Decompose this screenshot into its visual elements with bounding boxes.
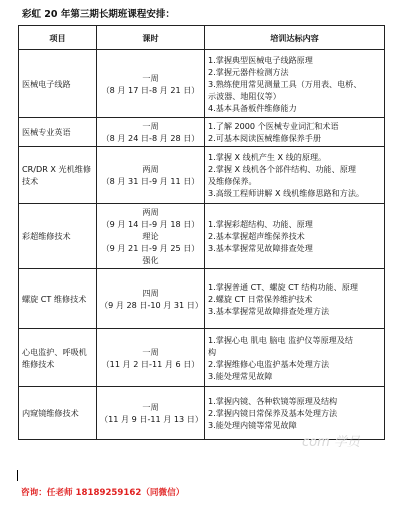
project-cell: 心电监护、呼吸机维修技术 bbox=[19, 329, 97, 387]
content-line: 示波器、地阻仪等） bbox=[208, 90, 281, 101]
content-line: 1.掌握典型医械电子线路原理 bbox=[208, 54, 313, 65]
project-cell: 彩超维修技术 bbox=[19, 204, 97, 269]
content-line: 3.高级工程师讲解 X 线机维修思路和方法。 bbox=[208, 188, 365, 198]
duration-cell bbox=[97, 329, 205, 387]
header-duration: 课时 bbox=[97, 26, 205, 50]
duration-cell bbox=[97, 387, 205, 440]
duration-line: （9 月 28 日-10 月 31 日） bbox=[100, 299, 203, 310]
project-cell: 螺旋 CT 维修技术 bbox=[19, 269, 97, 329]
duration-line: （8 月 24 日-8 月 28 日） bbox=[101, 133, 200, 143]
content-line: 2.可基本阅读医械维修保养手册 bbox=[208, 133, 321, 143]
content-line: 1.掌握 X 线机产生 X 线的原理。 bbox=[208, 152, 327, 162]
content-line: 2.掌握维修心电监护基本处理方法 bbox=[208, 358, 330, 369]
duration-line: 两周 bbox=[142, 207, 159, 217]
content-line: 1.掌握彩超结构、功能、原理 bbox=[208, 219, 313, 229]
document-title: 彩虹 20 年第三期长期班课程安排： bbox=[22, 9, 175, 20]
duration-cell bbox=[97, 50, 205, 118]
duration-line: （8 月 31 日-9 月 11 日） bbox=[101, 176, 200, 186]
duration-line: （11 月 9 日-11 月 13 日） bbox=[100, 414, 203, 424]
content-line: 1.了解 2000 个医械专业词汇和术语 bbox=[208, 121, 339, 131]
duration-line: 一周 bbox=[142, 346, 159, 357]
content-line: 1.掌握内镜、各种软镜等原理及结构 bbox=[208, 396, 338, 406]
content-line: 2.螺旋 CT 日常保养维护技术 bbox=[208, 293, 313, 304]
table-row bbox=[19, 147, 385, 204]
content-line: 及维修保养。 bbox=[208, 176, 257, 186]
duration-line: （11 月 2 日-11 月 6 日） bbox=[101, 358, 200, 369]
text-cursor bbox=[17, 470, 18, 481]
content-line: 2.基本掌握超声维保养技术 bbox=[208, 231, 305, 241]
content-line: 3.熟练使用常见测量工具（万用表、电桥、 bbox=[208, 78, 362, 89]
content-cell bbox=[205, 329, 385, 387]
duration-line: （9 月 14 日-9 月 18 日） bbox=[101, 219, 200, 229]
table-row bbox=[19, 269, 385, 329]
content-line: 3.基本掌握常见故障排查处理 bbox=[208, 243, 313, 253]
table-row bbox=[19, 50, 385, 118]
content-line: 3.基本掌握常见故障排查处理方法 bbox=[208, 305, 330, 316]
duration-cell bbox=[97, 269, 205, 329]
duration-line: 强化 bbox=[142, 255, 159, 265]
header-project: 项目 bbox=[19, 26, 97, 50]
content-line: 2.掌握 X 线机各个部件结构、功能、原理 bbox=[208, 164, 356, 174]
project-cell: CR/DR X 光机维修技术 bbox=[19, 147, 97, 204]
table-row bbox=[19, 118, 385, 147]
content-cell bbox=[205, 204, 385, 269]
project-cell: 医械电子线路 bbox=[19, 50, 97, 118]
table-row bbox=[19, 204, 385, 269]
duration-line: （9 月 21 日-9 月 25 日） bbox=[101, 243, 200, 253]
content-cell bbox=[205, 269, 385, 329]
content-line: 4.基本具备板件维修能力 bbox=[208, 102, 297, 113]
duration-cell bbox=[97, 147, 205, 204]
duration-line: 一周 bbox=[142, 121, 159, 131]
content-line: 构 bbox=[208, 346, 217, 357]
duration-line: 两周 bbox=[142, 164, 159, 174]
duration-line: 一周 bbox=[142, 72, 159, 83]
duration-line: 理论 bbox=[142, 231, 159, 241]
duration-line: （8 月 17 日-8 月 21 日） bbox=[101, 84, 200, 95]
content-line: 2.掌握内镜日常保养及基本处理方法 bbox=[208, 408, 338, 418]
course-schedule-table bbox=[18, 25, 385, 440]
table-row bbox=[19, 329, 385, 387]
content-line: 3.能处理内镜等常见故障 bbox=[208, 420, 297, 430]
content-line: 2.掌握元器件检测方法 bbox=[208, 66, 289, 77]
watermark: com 学员 bbox=[302, 435, 360, 450]
content-line: 1.掌握心电 肌电 脑电 监护仪等原理及结 bbox=[208, 334, 353, 345]
project-cell: 内窥镜维修技术 bbox=[19, 387, 97, 440]
duration-line: 四周 bbox=[142, 287, 159, 298]
project-cell: 医械专业英语 bbox=[19, 118, 97, 147]
content-line: 3.能处理常见故障 bbox=[208, 370, 273, 381]
content-cell bbox=[205, 147, 385, 204]
content-line: 1.掌握普通 CT、螺旋 CT 结构功能、原理 bbox=[208, 281, 358, 292]
content-cell bbox=[205, 118, 385, 147]
table-header-row bbox=[19, 26, 385, 50]
contact-info: 咨询：任老师 18189259162（同微信） bbox=[21, 488, 185, 498]
duration-cell bbox=[97, 118, 205, 147]
duration-line: 一周 bbox=[142, 402, 159, 412]
header-content: 培训达标内容 bbox=[205, 26, 385, 50]
content-cell bbox=[205, 50, 385, 118]
duration-cell bbox=[97, 204, 205, 269]
